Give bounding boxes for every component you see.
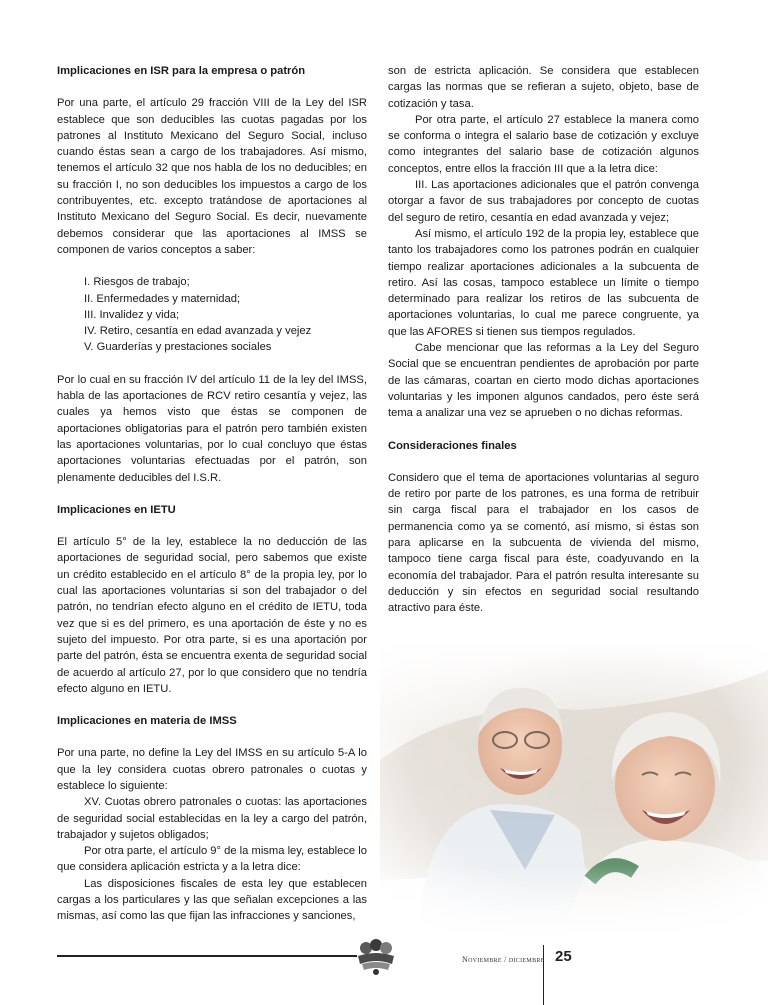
paragraph: Considero que el tema de aportaciones voluntarias al seguro de retiro por parte de los patrones, es una forma de retribuir sin carga fiscal para el trabajador en los casos de permanencia como ya se comentó, así mismo, si éstas son para aplicarse en la subcuenta de vivienda del mismo, tampoco tiene carga fiscal para éste, coadyuvando en la economía del trabajador. Para el patrón resulta interesante su deducción y sin efectos en seguridad social resultando atractivo para éste. (388, 471, 699, 615)
paragraph: Por otra parte, el artículo 9° de la misma ley, establece lo que considera aplicación estricta y a la letra dice: (57, 845, 367, 874)
paragraph: Cabe mencionar que las reformas a la Ley del Seguro Social que se encuentran pendientes de aprobación por parte de las cámaras, coartan en cierto modo dichas aportaciones voluntarias y les imponen algunos candados, pero éste será tema a analizar una vez se aprueben o no dichas reformas. (388, 342, 699, 420)
paragraph: Así mismo, el artículo 192 de la propia ley, establece que tanto los trabajadores como los patrones podrán en cualquier tiempo realizar aportaciones adicionales a la subcuenta de retiro. Así las cosas, tampoco establece un límite o tiempo determinado para realizar los retiros de las subcuenta de aportaciones voluntarias, lo cual me parece congruente, ya que las AFORES si tienen sus tiempos regulados. (388, 227, 699, 338)
list-item: III. Invalidez y vida; (84, 308, 180, 321)
paragraph: Por lo cual en su fracción IV del artículo 11 de la ley del IMSS, habla de las aportaciones de RCV retiro cesantía y vejez, las cuales ya hemos visto que éstas se componen de aportaciones obligatorias para el patrón pero también existen las aportaciones voluntarias, por lo cual concluyo que éstas aportaciones voluntarias efectuadas por el patrón, son plenamente deducibles del I.S.R. (57, 373, 367, 484)
footer-divider (543, 945, 544, 1005)
paragraph: Por una parte, el artículo 29 fracción VIII de la Ley del ISR establece que son deducibles las cuotas pagadas por los patrones al Instituto Mexicano del Seguro Social, incluso cuando éstas sean a cargo de los trabajadores. Así mismo, tenemos el artículo 32 que nos habla de los no deducibles; en su fracción I, no son deducibles los impuestos a cargo de los contribuyentes, etc. excepto tratándose de aportaciones al Instituto Mexicano del Seguro Social. Es decir, nuevamente debemos considerar que las aportaciones al IMSS se componen de varios conceptos a saber: (57, 97, 367, 256)
publisher-logo (354, 938, 398, 978)
list-item: I. Riesgos de trabajo; (84, 276, 190, 289)
paragraph: Por una parte, no define la Ley del IMSS en su artículo 5-A lo que la ley considera cuotas obrero patronales o cuotas y establece lo siguiente: (57, 747, 367, 792)
quote-paragraph: Las disposiciones fiscales de esta ley que establecen cargas a los particulares y las que señalan excepciones a las mismas, así como las que fijan las infracciones y sanciones, (57, 877, 367, 923)
quote-paragraph: XV. Cuotas obrero patronales o cuotas: las aportaciones de seguridad social establecidas en la ley a cargo del patrón, trabajador y sujetos obligados; (57, 796, 367, 841)
left-column (57, 63, 367, 925)
page-number: 25 (555, 948, 572, 965)
list-item: IV. Retiro, cesantía en edad avanzada y vejez (84, 325, 312, 338)
paragraph: son de estricta aplicación. Se considera que establecen cargas las normas que se refieran a sujeto, objeto, base de cotización y tasa. (388, 65, 699, 110)
section-heading-ietu: Implicaciones en IETU (57, 503, 176, 516)
footer-rule (57, 955, 357, 957)
paragraph: Por otra parte, el artículo 27 establece la manera como se conforma o integra el salario base de cotización y excluye como integrantes del salario base de cotización algunos conceptos, entre ellos la fracción III que a la letra dice: (388, 113, 699, 175)
right-column (388, 63, 699, 617)
section-heading-isr: Implicaciones en ISR para la empresa o patrón (57, 65, 306, 77)
section-heading-final: Consideraciones finales (388, 439, 517, 452)
section-heading-imss: Implicaciones en materia de IMSS (57, 715, 237, 728)
paragraph: El artículo 5° de la ley, establece la no deducción de las aportaciones de seguridad social, pero sabemos que existe un crédito establecido en el artículo 8° de la propia ley, por lo cual las aportaciones voluntarias si son del trabajador o del patrón, no tendrían efecto alguno en el crédito de IETU, toda vez que si es del primero, es una aportación de éste y no es sujeto del impuesto. Por otra parte, si es una aportación por parte del patrón, ésta se encuentra exenta de seguridad social de acuerdo al artículo 27, por lo que considero que no tendría efecto alguno en IETU. (57, 536, 367, 695)
quote-paragraph: III. Las aportaciones adicionales que el patrón convenga otorgar a favor de sus trabajadores por concepto de cuotas del seguro de retiro, cesantía en edad avanzada y vejez; (388, 179, 699, 224)
concepts-list (57, 274, 367, 355)
elderly-couple-photo (380, 640, 768, 940)
list-item: V. Guarderías y prestaciones sociales (84, 341, 272, 354)
list-item: II. Enfermedades y maternidad; (84, 292, 241, 305)
footer-issue-date: Noviembre / diciembre (462, 955, 545, 964)
